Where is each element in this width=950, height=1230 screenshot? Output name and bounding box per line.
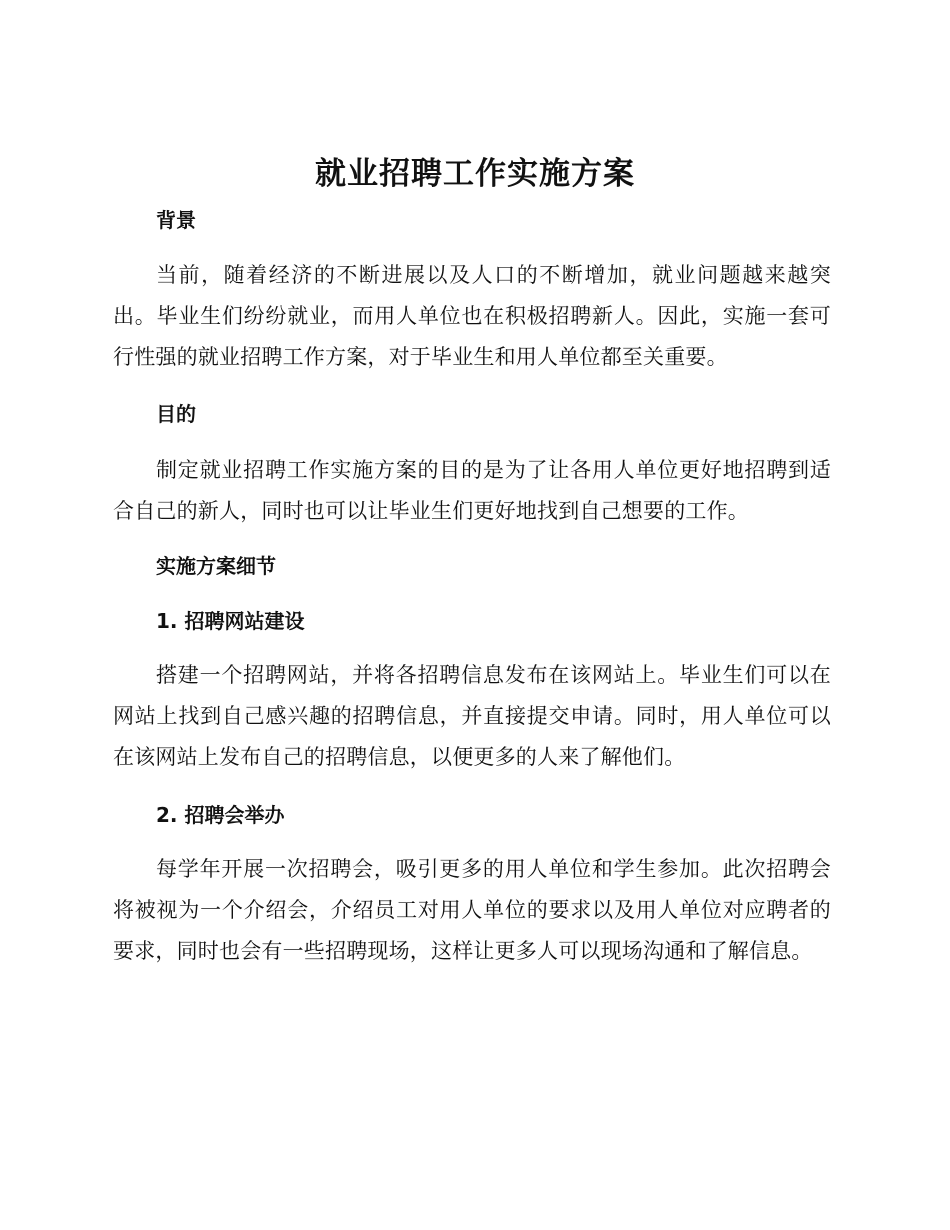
section-paragraph-job-fair: 每学年开展一次招聘会，吸引更多的用人单位和学生参加。此次招聘会将被视为一个介绍会，介绍员工对用人单位的要求以及用人单位对应聘者的要求，同时也会有一些招聘现场，这样让更多人可以现场沟通和了解信息。 — [113, 857, 831, 963]
section-paragraph-recruitment-website: 搭建一个招聘网站，并将各招聘信息发布在该网站上。毕业生们可以在网站上找到自己感兴趣的招聘信息，并直接提交申请。同时，用人单位可以在该网站上发布自己的招聘信息，以便更多的人来了解他们。 — [113, 663, 831, 769]
section-heading-implementation-details: 实施方案细节 — [156, 554, 276, 578]
section-heading-background: 背景 — [156, 208, 196, 232]
page-title: 就业招聘工作实施方案 — [315, 156, 635, 192]
section-paragraph-purpose: 制定就业招聘工作实施方案的目的是为了让各用人单位更好地招聘到适合自己的新人，同时也可以让毕业生们更好地找到自己想要的工作。 — [113, 458, 831, 523]
section-heading-purpose: 目的 — [156, 402, 196, 426]
section-paragraph-background: 当前，随着经济的不断进展以及人口的不断增加，就业问题越来越突出。毕业生们纷纷就业，而用人单位也在积极招聘新人。因此，实施一套可行性强的就业招聘工作方案，对于毕业生和用人单位都至关重要。 — [113, 263, 831, 369]
section-heading-job-fair: 2. 招聘会举办 — [156, 803, 285, 827]
section-heading-recruitment-website: 1. 招聘网站建设 — [156, 609, 305, 633]
